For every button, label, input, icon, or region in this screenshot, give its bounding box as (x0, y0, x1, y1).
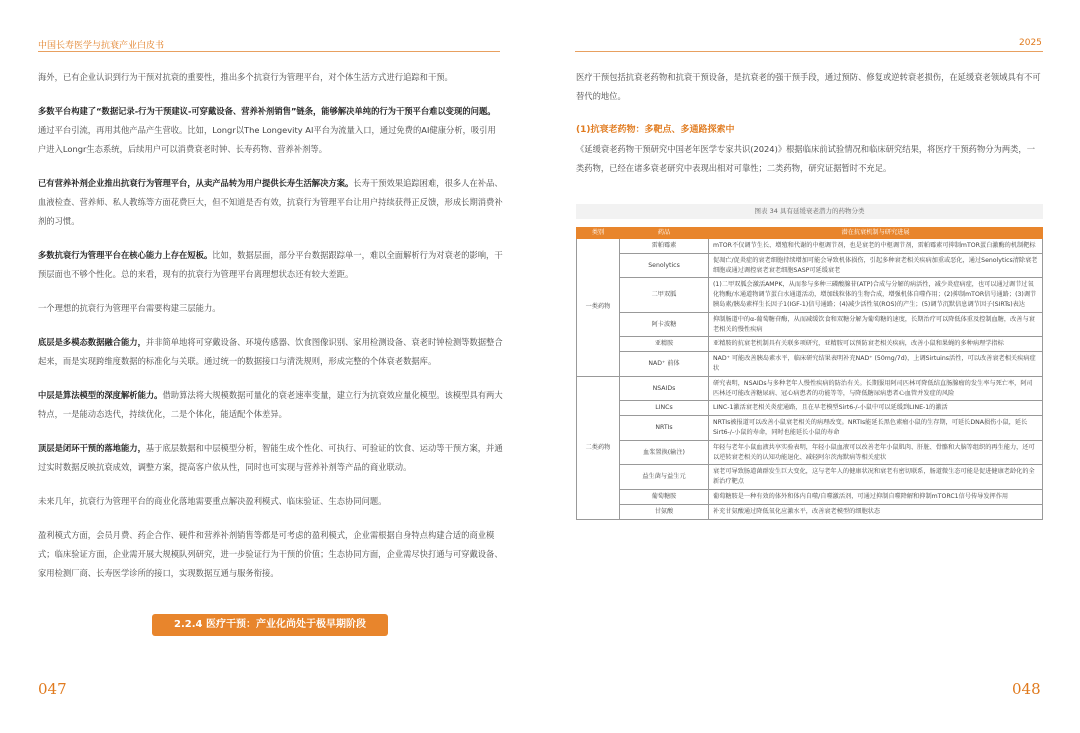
table-mechanism-cell: 葡萄糖胺是一种有效的体外和体内自噬/自噬激活剂，可通过抑制自噬降解和抑制mTORC1信号传导发挥作用 (709, 489, 1043, 504)
paragraph: 已有营养补剂企业推出抗衰行为管理平台，从卖产品转为用户提供长寿生活解决方案。长寿干预效果追踪困难，很多人在补品、血液检查、营养师、私人教练等方面花费巨大，但不知道是否有效，抗衰行为管理平台让用户持续获得正反馈，形成长期消费补剂的习惯。 (38, 178, 503, 226)
table-mechanism-cell: (1)二甲双胍会激活AMPK，从而参与多种三磷酸腺苷(ATP)合成与分解的病活性，减少炎症病症，也可以通过调节过氧化物酶/水通道物调节蛋白水通道活动，增加线粒体的生物合成，增强机体自噬作用；(2)抑制mTOR信号通路；(3)调节胰岛素/胰岛素样生长因子1(IGF-1)信号通路；(4)减少活性氧(ROS)的产生；(5)调节沉默信息调节因子(SIRTs)表达 (709, 278, 1043, 312)
page-number-right: 048 (1012, 680, 1041, 698)
table-row (577, 278, 1043, 312)
table-mechanism-cell: 年轻与老年小鼠血液共享实验表明，年轻小鼠血液可以改善老年小鼠肌肉、肝脏、骨骼和大脑等组织的再生能力，还可以逆转衰老相关的认知功能退化、减轻阿尔茨海默病等相关症状 (709, 440, 1043, 465)
paragraph: 未来几年，抗衰行为管理平台的商业化落地需要重点解决盈利模式、临床验证、生态协同问题。 (38, 496, 387, 506)
table-mechanism-cell: 衰老可导致肠道菌群发生巨大变化，这与老年人的健康状况和衰老有密切联系，肠道微生态可能是促进健康老龄化的全新治疗靶点 (709, 465, 1043, 490)
left-page-body (38, 68, 503, 598)
paragraph: 海外，已有企业认识到行为干预对抗衰的重要性，推出多个抗衰行为管理平台，对个体生活方式进行追踪和干预。 (38, 72, 453, 82)
header-rule-left (38, 51, 500, 52)
table-drug-cell: 益生菌与益生元 (620, 465, 709, 490)
paragraph: 《延缓衰老药物干预研究中国老年医学专家共识(2024)》根据临床前试验情况和临床研究结果，将医疗干预药物分为两类，一类药物，已经在诸多衰老研究中表现出相对可靠性；二类药物，研究证据暂时不充足。 (576, 144, 1036, 173)
table-drug-cell: NSAIDs (620, 376, 709, 401)
table-drug-cell: NRTIs (620, 416, 709, 441)
table-header: 类别 (577, 228, 620, 239)
table-row (577, 489, 1043, 504)
table-mechanism-cell: 促凋亡/促炎症的衰老细胞持续增加可能会导致机体损伤，引起多种衰老相关疾病加重或恶化，通过Senolytics清除衰老细胞或通过调控衰老衰老细胞SASP可延缓衰老 (709, 253, 1043, 278)
header-title: 中国长寿医学与抗衰产业白皮书 (38, 41, 165, 51)
table-drug-cell: 二甲双胍 (620, 278, 709, 312)
table-mechanism-cell: 亚精胺的抗衰老机制具有关联多项研究，亚精胺可以预防衰老相关疾病，改善小鼠和果蝇的多种病理学指标 (709, 337, 1043, 352)
table-row (577, 239, 1043, 254)
table-caption: 图表 34 具有延缓衰老潜力的药物分类 (576, 204, 1043, 219)
table-mechanism-cell: LINC-1激活衰老相关炎症通路，且在早老模型Sirt6-/-小鼠中可以延缓到LINE-1的激活 (709, 401, 1043, 416)
table-row (577, 440, 1043, 465)
table-drug-cell: 亚精胺 (620, 337, 709, 352)
table-category-cell: 一类药物 (577, 239, 620, 377)
table-header: 药品 (620, 228, 709, 239)
table-row (577, 312, 1043, 337)
table-drug-cell: 甘氨酸 (620, 504, 709, 519)
table-drug-cell: Senolytics (620, 253, 709, 278)
table-drug-cell: 血浆置换(输注) (620, 440, 709, 465)
table-row (577, 352, 1043, 377)
section-subheading: (1)抗衰老药物：多靶点、多通路探索中 (576, 125, 735, 135)
table-drug-cell: LINCs (620, 401, 709, 416)
table-category-cell: 二类药物 (577, 376, 620, 519)
table-drug-cell: 雷帕霉素 (620, 239, 709, 254)
table-row (577, 253, 1043, 278)
table-drug-cell: 阿卡波糖 (620, 312, 709, 337)
paragraph: 医疗干预包括抗衰老药物和抗衰干预设备，是抗衰老的强干预手段，通过预防、修复或逆转衰老损伤，在延缓衰老领域具有不可替代的地位。 (576, 72, 1041, 101)
table-row (577, 504, 1043, 519)
table-mechanism-cell: mTOR不仅调节生长、增殖和代谢的中枢调节剂，也是衰老的中枢调节剂，雷帕霉素可抑制mTOR蛋白激酶的机制靶标 (709, 239, 1043, 254)
page-number-left: 047 (38, 680, 67, 698)
paragraph: 底层是多模态数据融合能力，并非简单地将可穿戴设备、环境传感器、饮食图像识别、家用检测设备、衰老时钟检测等数据整合起来，而是实现跨维度数据的标准化与关联。通过统一的数据接口与清洗规则，形成完整的个体衰老数据库。 (38, 337, 503, 366)
drug-classification-table (576, 227, 1043, 520)
table-row (577, 376, 1043, 401)
paragraph: 顶层是闭环干预的落地能力，基于底层数据和中层模型分析，智能生成个性化、可执行、可验证的饮食、运动等干预方案，并通过实时数据反映抗衰成效，调整方案，提高客户依从性，同时也可实现与营养补剂等产品的商业联动。 (38, 443, 503, 472)
paragraph: 中层是算法模型的深度解析能力。借助算法将大规模数据可量化的衰老速率变量，建立行为抗衰效应量化模型。该模型具有两大特点，一是能动态迭代，持续优化，二是个体化，能适配个体差异。 (38, 390, 503, 419)
paragraph: 一个理想的抗衰行为管理平台需要构建三层能力。 (38, 303, 221, 313)
table-mechanism-cell: NAD⁺ 可能改善胰岛素水平，临床研究结果表明补充NAD⁺ (50mg/7d)，上调Sirtuins活性，可以改善衰老相关疾病症状 (709, 352, 1043, 377)
table-row (577, 465, 1043, 490)
table-drug-cell: 葡萄糖胺 (620, 489, 709, 504)
table-row (577, 337, 1043, 352)
table-row (577, 416, 1043, 441)
paragraph: 多数平台构建了“数据记录-行为干预建议-可穿戴设备、营养补剂销售”链条，能够解决单纯的行为干预平台难以变现的问题。通过平台引流，再用其他产品产生营收。比如，Longr以The Longevity AI平台为流量入口，通过免费的AI健康分析，吸引用户进入Longr生态系统，后续用户可以消费衰老时钟、长寿药物、营养补剂等。 (38, 106, 496, 154)
paragraph: 多数抗衰行为管理平台在核心能力上存在短板。比如，数据层面，部分平台数据跟踪单一，难以全面解析行为对衰老的影响，干预层面也不够个性化。总的来看，现有的抗衰行为管理平台离理想状态还有较大差距。 (38, 250, 503, 279)
header-year: 2025 (1019, 38, 1042, 48)
table-drug-cell: NAD⁺ 前体 (620, 352, 709, 377)
table-mechanism-cell: NRTIs被报道可以改善小鼠衰老相关的病理改变。NRTIs能延长黑色素瘤小鼠的生存期，可延长DNA损伤小鼠，延长Sirt6-/-小鼠的寿命，同时也能延长小鼠的寿命 (709, 416, 1043, 441)
right-page-body (576, 68, 1043, 193)
table-row (577, 401, 1043, 416)
table-mechanism-cell: 抑制肠道中的α-葡萄糖苷酶，从而减缓饮食和双糖分解为葡萄糖的速度，长期治疗可以降低体重及控制血糖，改善与衰老相关的慢性疾病 (709, 312, 1043, 337)
paragraph: 盈利模式方面，会员月费、药企合作、硬件和营养补剂销售等都是可考虑的盈利模式，企业需根据自身特点构建合适的商业模式；临床验证方面，企业需开展大规模队列研究，进一步验证行为干预的价值；生态协同方面，企业需尽快打通与可穿戴设备、家用检测厂商、长寿医学诊所的接口，实现数据互通与服务衔接。 (38, 530, 503, 578)
header-rule-right (575, 51, 1043, 52)
section-banner: 2.2.4 医疗干预：产业化尚处于极早期阶段 (152, 614, 388, 636)
table-mechanism-cell: 补充甘氨酸通过降低氧化应激水平，改善衰老模型的细胞状态 (709, 504, 1043, 519)
table-header: 潜在抗衰机制与研究进展 (709, 228, 1043, 239)
table-mechanism-cell: 研究表明，NSAIDs与多种老年人慢性疾病的防治有关。长期服用阿司匹林可降低结直肠腺瘤的发生率与死亡率，阿司匹林还可能改善糖尿病、冠心病患者的功能等等，与降低糖尿病患者心血管并发症的风险 (709, 376, 1043, 401)
